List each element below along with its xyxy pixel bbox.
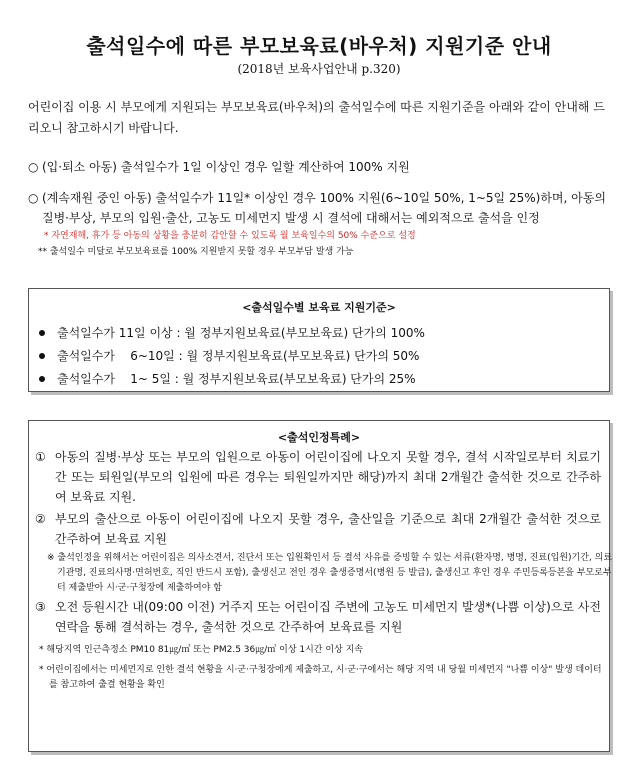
circle-marker: ○ — [28, 191, 39, 205]
item-text: 아동의 질병·부상 또는 부모의 입원으로 아동이 어린이집에 나오지 못할 경우, 결석 시작일로부터 치료기간 또는 퇴원일(부모의 입원에 따른 경우는 퇴원일까지만 해당)까지 최대 2개월간 출석한 것으로 간주하여 보육료 지원. — [55, 450, 601, 504]
bullet-text: 출석일수가 11일 이상 : 월 정부지원보육료(부모보육료) 단가의 100% — [57, 326, 425, 340]
item-number: ② — [35, 512, 46, 526]
bullet-item — [39, 348, 419, 364]
exception-item — [35, 509, 601, 549]
bullet-item — [39, 325, 425, 341]
attendance-support-box — [28, 288, 610, 392]
page-subtitle: (2018년 보육사업안내 p.320) — [237, 62, 401, 76]
bullet-dot-icon — [39, 330, 45, 336]
exception-item — [35, 597, 601, 637]
option-text: (계속재원 중인 아동) 출석일수가 11일* 이상인 경우 100% 지원(6~10일 50%, 1~5일 25%)하며, 아동의 질병·부상, 부모의 입원·출산, 고농도 미세먼지 발생 시 결석에 대해서는 예외적으로 출석을 인정 — [42, 191, 606, 225]
attendance-exception-box — [28, 420, 613, 752]
documents-note: ※ 출석인정을 위해서는 어린이집은 의사소견서, 진단서 또는 입원확인서 등 결석 사유를 증빙할 수 있는 서류(환자명, 병명, 진료(입원)기간, 의료기관명, 진료의사명·면허번호, 직인 반드시 포함), 출생신고 전인 경우 출생증명서(병원 등 발급), 출생신고 후인 경우 주민등록등본을 부모로부터 제출받아 시·군·구청장에 제출하여야 함 — [47, 553, 613, 593]
option-continuing-child — [28, 188, 613, 228]
bullet-dot-icon — [39, 376, 45, 382]
footnote-black: ** 출석일수 미달로 부모보육료를 100% 지원받지 못할 경우 부모부담 발생 가능 — [38, 247, 354, 257]
item-text: 부모의 출산으로 아동이 어린이집에 나오지 못할 경우, 출산일을 기준으로 최대 2개월간 출석한 것으로 간주하여 보육료 지원 — [55, 512, 601, 546]
item-number: ① — [35, 450, 46, 464]
exception-item — [35, 447, 601, 507]
circle-marker: ○ — [28, 160, 39, 174]
page-title: 출석일수에 따른 부모보육료(바우처) 지원기준 안내 — [86, 34, 552, 58]
box-heading: <출석일수별 보육료 지원기준> — [242, 301, 396, 314]
bullet-dot-icon — [39, 353, 45, 359]
option-new-child — [28, 157, 613, 177]
bullet-text: 출석일수가 1~ 5일 : 월 정부지원보육료(부모보육료) 단가의 25% — [57, 372, 416, 386]
bullet-item — [39, 371, 416, 387]
item-number: ③ — [35, 600, 46, 614]
bullet-text: 출석일수가 6~10일 : 월 정부지원보육료(부모보육료) 단가의 50% — [57, 349, 420, 363]
footnote-red: * 자연재해, 휴가 등 아동의 상황을 충분히 감안할 수 있도록 월 보육일수의 50% 수준으로 설정 — [44, 231, 416, 241]
item-text: 오전 등원시간 내(09:00 이전) 거주지 또는 어린이집 주변에 고농도 미세먼지 발생*(나쁨 이상)으로 사전 연락을 통해 결석하는 경우, 출석한 것으로 간주하여 보육료를 지원 — [55, 600, 601, 634]
intro-paragraph: 어린이집 이용 시 부모에게 지원되는 부모보육료(바우처)의 출석일수에 따른 지원기준을 아래와 같이 안내해 드리오니 참고하시기 바랍니다. — [28, 100, 605, 135]
pm-threshold-note: * 해당지역 인근측정소 PM10 81㎍/㎥ 또는 PM2.5 36㎍/㎥ 이상 1시간 이상 지속 — [39, 645, 364, 655]
report-note: * 어린이집에서는 미세먼지로 인한 결석 현황을 시·군·구청장에게 제출하고, 시·군·구에서는 해당 지역 내 당월 미세먼지 "나쁨 이상" 발생 데이터를 참고하여 출결 현황을 확인 — [39, 665, 602, 690]
option-text: (입·퇴소 아동) 출석일수가 1일 이상인 경우 일할 계산하여 100% 지원 — [42, 160, 410, 174]
box-heading: <출석인정특례> — [277, 431, 361, 444]
